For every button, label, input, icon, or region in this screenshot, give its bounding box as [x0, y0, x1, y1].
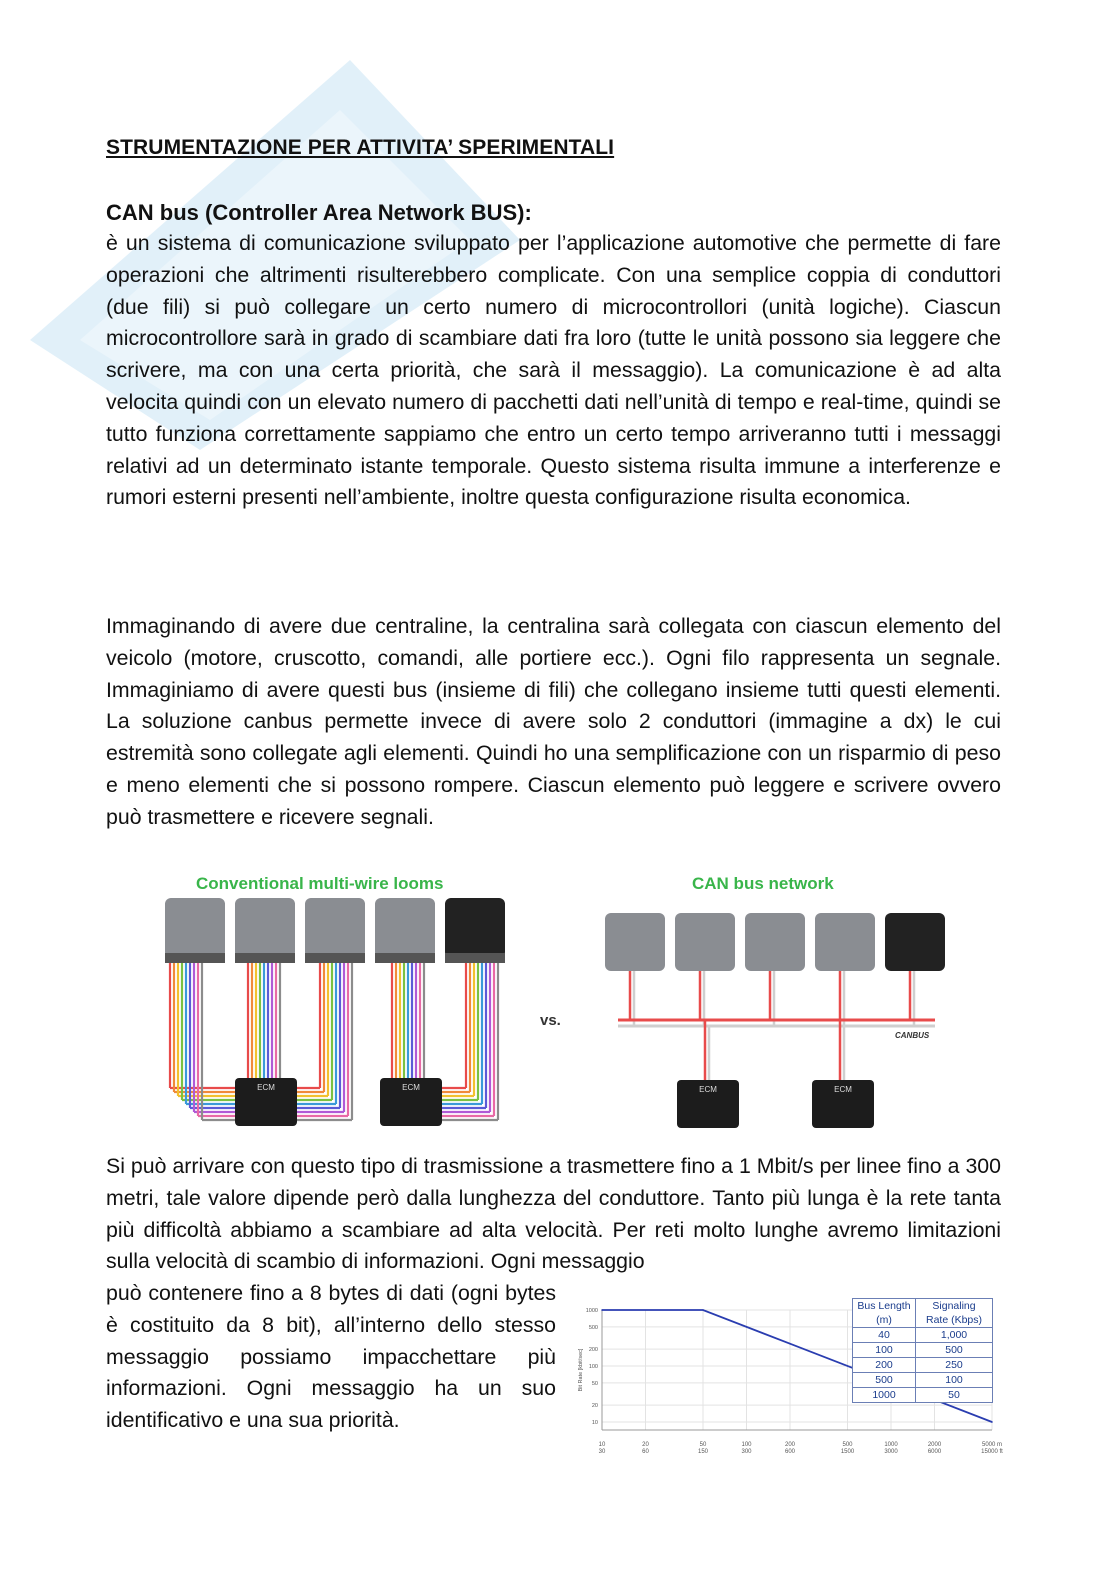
table-header-length: Bus Length (m)	[853, 1299, 916, 1328]
y-tick-label: 100	[588, 1364, 598, 1370]
signaling-rate-table	[852, 1298, 993, 1403]
bus-length-cell: 200	[853, 1358, 916, 1373]
bitrate-point	[601, 1309, 603, 1311]
x-tick-label-ft: 6000	[927, 1449, 942, 1455]
figure-left-title: Conventional multi-wire looms	[196, 874, 444, 893]
component-icon	[745, 913, 805, 971]
x-tick-label: 20	[642, 1442, 649, 1448]
ecm-label: ECM	[257, 1083, 275, 1092]
bitrate-point	[702, 1309, 704, 1311]
ecm-label: ECM	[699, 1085, 717, 1094]
y-axis-label: Bit Rate [kbit/sec]	[578, 1348, 584, 1392]
x-tick-label: 1000	[884, 1442, 898, 1448]
signaling-rate-cell: 250	[916, 1358, 993, 1373]
x-tick-label: 2000	[927, 1442, 942, 1448]
signaling-rate-cell: 50	[916, 1388, 993, 1403]
signaling-rate-cell: 1,000	[916, 1328, 993, 1343]
x-tick-label: 50	[699, 1442, 707, 1448]
component-icon	[675, 913, 735, 971]
paragraph-message: può contenere fino a 8 bytes di dati (ogni bytes è costituito da 8 bit), all’interno dello stesso messaggio possiamo impacchettare più informazioni. Ogni messaggio ha un suo identificativo e una sua priorità.	[106, 1281, 556, 1433]
x-tick-label: 10	[598, 1442, 606, 1448]
ecm-label: ECM	[834, 1085, 852, 1094]
x-tick-label: 5000 m	[981, 1442, 1003, 1448]
paragraph-centraline: Immaginando di avere due centraline, la centralina sarà collegata con ciascun elemento del veicolo (motore, cruscotto, comandi, alle portiere ecc.). Ogni filo rappresenta un segnale. Immaginiamo di avere questi bus (insieme di fili) che collegano insieme tutti questi elementi. La soluzione canbus permette invece di avere solo 2 conduttori (immagine a dx) le cui estremità sono collegate agli elementi. Quindi ho una semplificazione con un risparmio di peso e meno elementi che si possono rompere. Ciascun elemento può leggere e scrivere ovvero può trasmettere e ricevere segnali.	[106, 614, 1001, 829]
component-icon	[375, 898, 435, 958]
y-tick-label: 50	[591, 1380, 598, 1387]
paragraph-bitrate: Si può arrivare con questo tipo di trasmissione a trasmettere fino a 1 Mbit/s per linee fino a 300 metri, tale valore dipende però dalla lunghezza del conduttore. Tanto più lunga è la rete tanta più difficoltà abbiamo a scambiare ad alta velocità. Per reti molto lunghe avremo limitazioni sulla velocità di scambio di informazioni. Ogni messaggio	[106, 1154, 1001, 1274]
x-tick-label: 500	[842, 1442, 853, 1448]
section-title: CAN bus (Controller Area Network BUS):	[106, 200, 532, 225]
x-tick-label-ft: 300	[741, 1449, 752, 1455]
table-row	[853, 1328, 993, 1343]
component-icon	[445, 898, 505, 958]
y-tick-label: 20	[591, 1403, 598, 1410]
table-row	[853, 1388, 993, 1403]
y-tick-label: 10	[591, 1420, 598, 1426]
component-icon	[885, 913, 945, 971]
table-header-rate: Signaling Rate (Kbps)	[916, 1299, 993, 1328]
canbus-label: CANBUS	[895, 1031, 930, 1040]
table-row	[853, 1358, 993, 1373]
bus-length-cell: 100	[853, 1343, 916, 1358]
component-icon	[815, 913, 875, 971]
component-icon	[305, 898, 365, 958]
x-tick-label-ft: 15000 ft	[981, 1449, 1003, 1455]
x-tick-label-ft: 600	[784, 1449, 796, 1455]
x-tick-label: 200	[784, 1442, 796, 1448]
bitrate-point	[991, 1421, 993, 1423]
ecm-label: ECM	[402, 1083, 420, 1092]
component-icon	[235, 898, 295, 958]
y-tick-label: 1000	[585, 1308, 598, 1314]
bus-length-cell: 40	[853, 1328, 916, 1343]
vs-label: vs.	[540, 1012, 561, 1029]
component-label-bar	[165, 953, 225, 963]
component-label-bar	[235, 953, 295, 963]
component-icon	[165, 898, 225, 958]
table-row	[853, 1343, 993, 1358]
y-tick-label: 200	[588, 1347, 598, 1354]
table-row	[853, 1373, 993, 1388]
x-tick-label: 100	[741, 1442, 752, 1448]
component-label-bar	[305, 953, 365, 963]
bus-length-cell: 500	[853, 1373, 916, 1388]
y-tick-label: 500	[588, 1324, 598, 1331]
component-label-bar	[445, 953, 505, 963]
x-tick-label-ft: 1500	[840, 1449, 855, 1455]
x-tick-label-ft: 3000	[884, 1449, 898, 1455]
component-icon	[605, 913, 665, 971]
document-title: STRUMENTAZIONE PER ATTIVITA’ SPERIMENTALI	[106, 136, 615, 159]
bus-length-cell: 1000	[853, 1388, 916, 1403]
canbus-comparison-figure	[160, 868, 950, 1138]
x-tick-label-ft: 150	[697, 1449, 709, 1455]
x-tick-label-ft: 30	[598, 1449, 606, 1455]
figure-right-title: CAN bus network	[692, 874, 834, 893]
signaling-rate-cell: 500	[916, 1343, 993, 1358]
component-label-bar	[375, 953, 435, 963]
paragraph-intro: è un sistema di comunicazione sviluppato per l’applicazione automotive che permette di fare operazioni che altrimenti risulterebbero complicate. Con una semplice coppia di conduttori (due fili) si può collegare un certo numero di microcontrollori (unità logiche). Ciascun microcontrollore sarà in grado di scambiare dati fra loro (tutte le unità possono sia leggere che scrivere, ma con una certa priorità, che sarà il messaggio). La comunicazione è ad alta velocita quindi con un elevato numero di pacchetti dati nell’unità di tempo e real-time, quindi se tutto funziona correttamente sappiamo che entro un certo tempo arriveranno tutti i messaggi relativi ad un determinato istante temporale. Questo sistema risulta immune a interferenze e rumori esterni presenti nell’ambiente, inoltre questa configurazione risulta economica.	[106, 231, 1001, 510]
bitrate-point	[789, 1343, 791, 1345]
x-tick-label-ft: 60	[642, 1449, 649, 1455]
signaling-rate-cell: 100	[916, 1373, 993, 1388]
